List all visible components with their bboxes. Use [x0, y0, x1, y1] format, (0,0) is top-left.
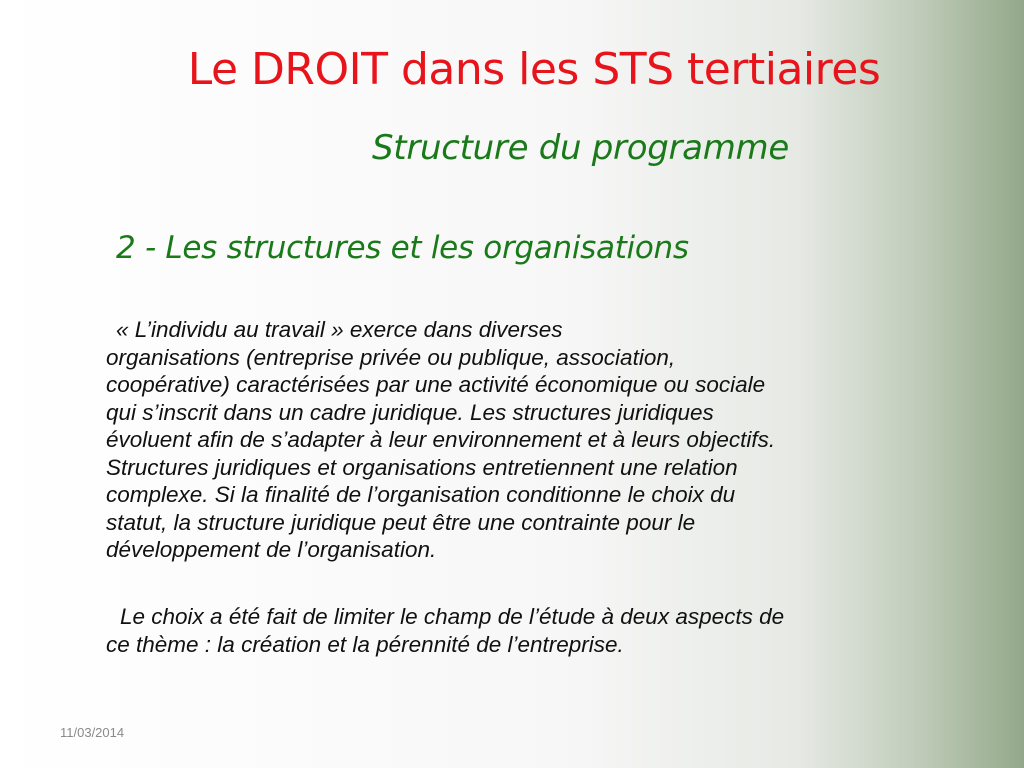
paragraph-line: complexe. Si la finalité de l’organisation conditionne le choix du	[106, 482, 736, 507]
section-heading: 2 - Les structures et les organisations	[116, 230, 689, 266]
paragraph-line: ce thème : la création et la pérennité de l’entreprise.	[106, 631, 624, 657]
slide-subtitle: Structure du programme	[372, 128, 789, 168]
paragraph-line: développement de l’organisation.	[106, 537, 437, 562]
paragraph-line: Le choix a été fait de limiter le champ de l’étude à deux aspects de	[120, 604, 785, 629]
paragraph-choix	[106, 603, 976, 658]
paragraph-line: évoluent afin de s’adapter à leur environnement et à leurs objectifs.	[106, 427, 776, 452]
paragraph-line: coopérative) caractérisées par une activité économique ou sociale	[106, 372, 766, 397]
paragraph-line: statut, la structure juridique peut être une contrainte pour le	[106, 509, 696, 535]
paragraph-line: Structures juridiques et organisations entretiennent une relation	[106, 454, 738, 480]
paragraph-line: organisations (entreprise privée ou publique, association,	[106, 344, 676, 370]
slide-title: Le DROIT dans les STS tertiaires	[187, 44, 881, 95]
paragraph-line: « L’individu au travail » exerce dans diverses	[116, 317, 563, 342]
paragraph-line: qui s’inscrit dans un cadre juridique. Les structures juridiques	[106, 399, 714, 425]
paragraph-individu	[106, 316, 976, 564]
slide-date: 11/03/2014	[60, 725, 125, 740]
